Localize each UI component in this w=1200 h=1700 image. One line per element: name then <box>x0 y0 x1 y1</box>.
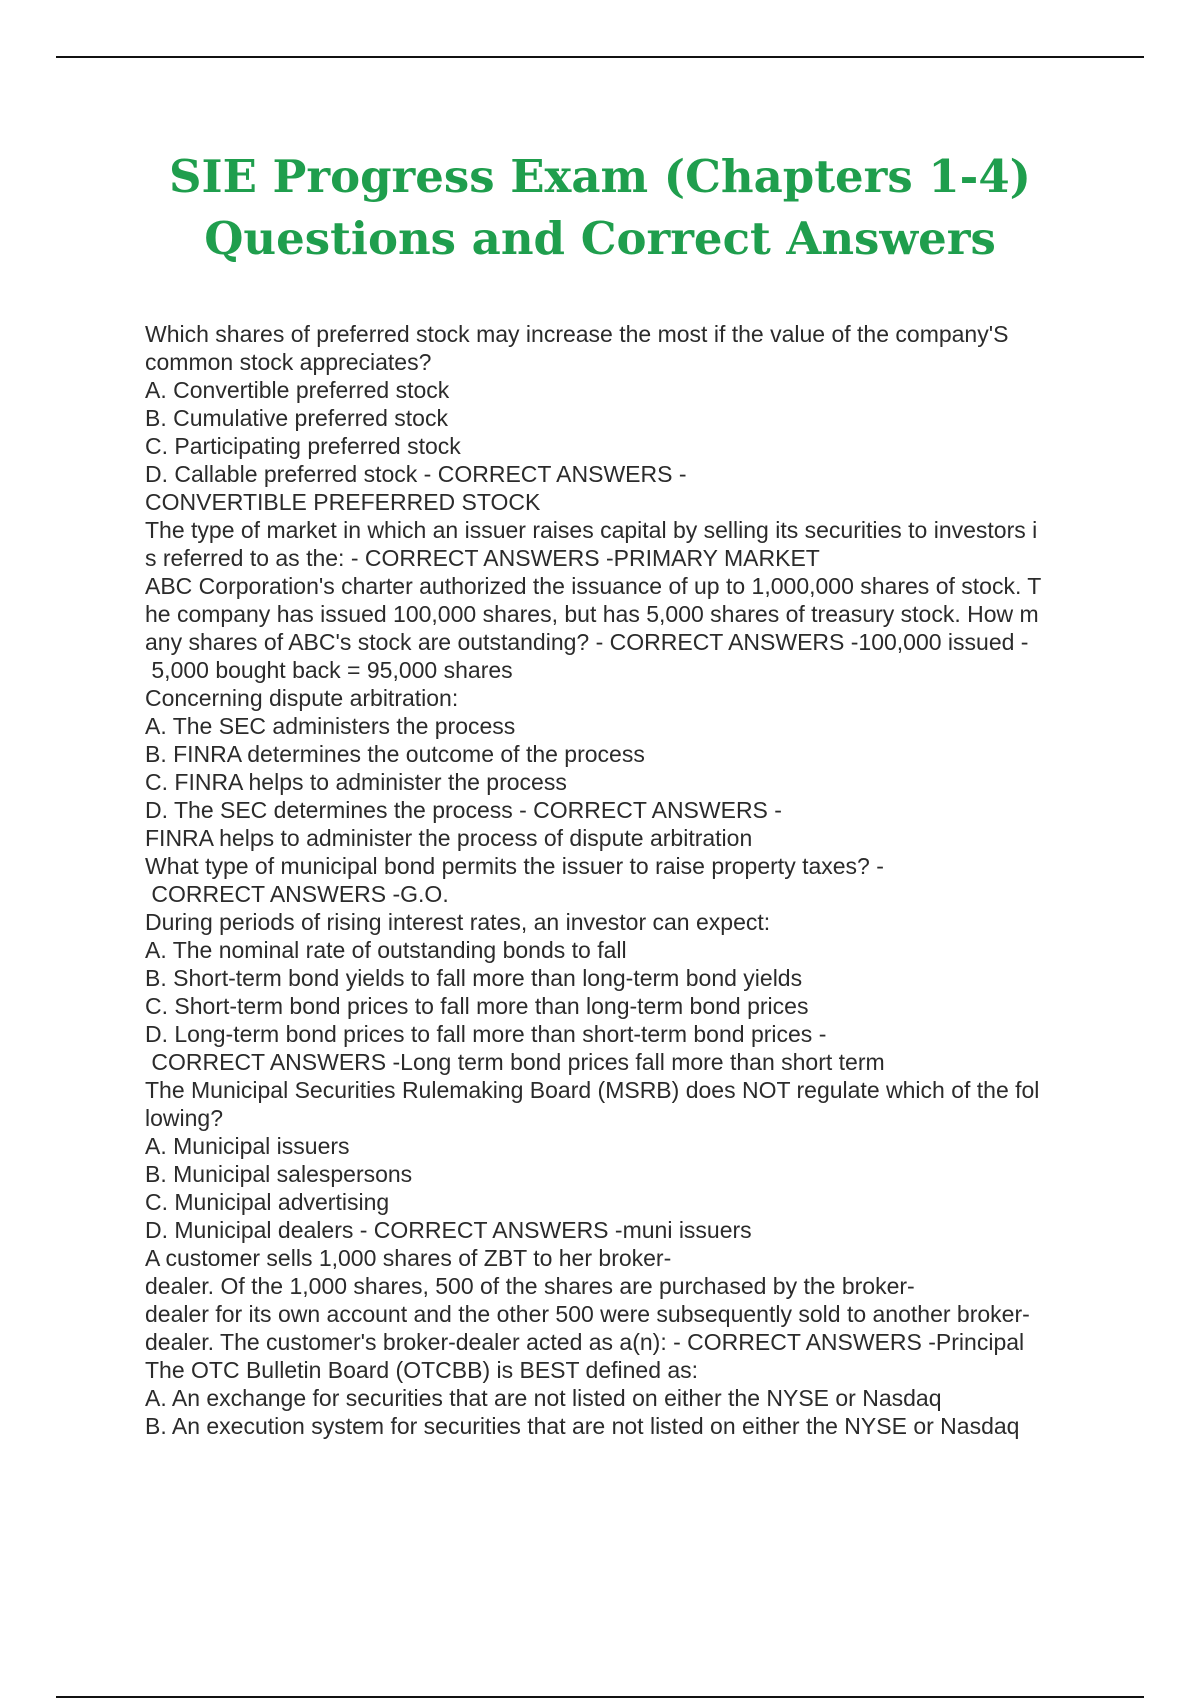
text-line: A. Convertible preferred stock <box>145 377 450 403</box>
text-line: he company has issued 100,000 shares, but has 5,000 shares of treasury stock. How m <box>145 601 1039 627</box>
text-line: Which shares of preferred stock may increase the most if the value of the company'S <box>145 321 1009 347</box>
text-line: A. An exchange for securities that are not listed on either the NYSE or Nasdaq <box>145 1385 942 1411</box>
document-body <box>145 320 1085 1440</box>
text-line: dealer for its own account and the other 500 were subsequently sold to another broker- <box>145 1301 1030 1327</box>
text-line: dealer. The customer's broker-dealer acted as a(n): - CORRECT ANSWERS -Principal <box>145 1329 1025 1355</box>
text-line: CONVERTIBLE PREFERRED STOCK <box>145 489 541 515</box>
text-line: FINRA helps to administer the process of dispute arbitration <box>145 825 753 851</box>
text-line: ABC Corporation's charter authorized the issuance of up to 1,000,000 shares of stock. T <box>145 573 1042 599</box>
text-line: During periods of rising interest rates, an investor can expect: <box>145 909 771 935</box>
text-line: B. Municipal salespersons <box>145 1161 413 1187</box>
text-line: What type of municipal bond permits the issuer to raise property taxes? - <box>145 853 884 879</box>
text-line: D. Long-term bond prices to fall more than short-term bond prices - <box>145 1021 827 1047</box>
text-line: CORRECT ANSWERS -Long term bond prices fall more than short term <box>145 1049 885 1075</box>
text-line: The Municipal Securities Rulemaking Board (MSRB) does NOT regulate which of the fol <box>145 1077 1040 1103</box>
text-line: D. Municipal dealers - CORRECT ANSWERS -muni issuers <box>145 1217 752 1243</box>
text-line: B. An execution system for securities that are not listed on either the NYSE or Nasdaq <box>145 1413 1020 1439</box>
text-line: A. Municipal issuers <box>145 1133 350 1159</box>
text-line: lowing? <box>145 1105 223 1131</box>
text-line: The OTC Bulletin Board (OTCBB) is BEST defined as: <box>145 1357 699 1383</box>
document-title <box>0 146 1200 270</box>
text-line: dealer. Of the 1,000 shares, 500 of the shares are purchased by the broker- <box>145 1273 915 1299</box>
text-line: A. The SEC administers the process <box>145 713 516 739</box>
text-line: Concerning dispute arbitration: <box>145 685 459 711</box>
text-line: C. Short-term bond prices to fall more than long-term bond prices <box>145 993 809 1019</box>
text-line: B. Short-term bond yields to fall more than long-term bond yields <box>145 965 803 991</box>
text-line: The type of market in which an issuer raises capital by selling its securities to investors i <box>145 517 1038 543</box>
text-line: any shares of ABC's stock are outstanding? - CORRECT ANSWERS -100,000 issued - <box>145 629 1029 655</box>
text-line: A customer sells 1,000 shares of ZBT to her broker- <box>145 1245 672 1271</box>
text-line: D. Callable preferred stock - CORRECT ANSWERS - <box>145 461 687 487</box>
title-line: Questions and Correct Answers <box>204 212 996 265</box>
text-line: D. The SEC determines the process - CORRECT ANSWERS - <box>145 797 782 823</box>
text-line: s referred to as the: - CORRECT ANSWERS -PRIMARY MARKET <box>145 545 820 571</box>
text-line: B. Cumulative preferred stock <box>145 405 448 431</box>
text-line: C. Municipal advertising <box>145 1189 390 1215</box>
text-line: common stock appreciates? <box>145 349 432 375</box>
text-line: A. The nominal rate of outstanding bonds to fall <box>145 937 627 963</box>
bottom-rule <box>56 1696 1144 1698</box>
text-line: CORRECT ANSWERS -G.O. <box>145 881 449 907</box>
text-line: C. Participating preferred stock <box>145 433 461 459</box>
title-line: SIE Progress Exam (Chapters 1-4) <box>169 150 1031 203</box>
text-line: 5,000 bought back = 95,000 shares <box>145 657 513 683</box>
top-rule <box>56 56 1144 58</box>
text-line: C. FINRA helps to administer the process <box>145 769 567 795</box>
text-line: B. FINRA determines the outcome of the process <box>145 741 645 767</box>
